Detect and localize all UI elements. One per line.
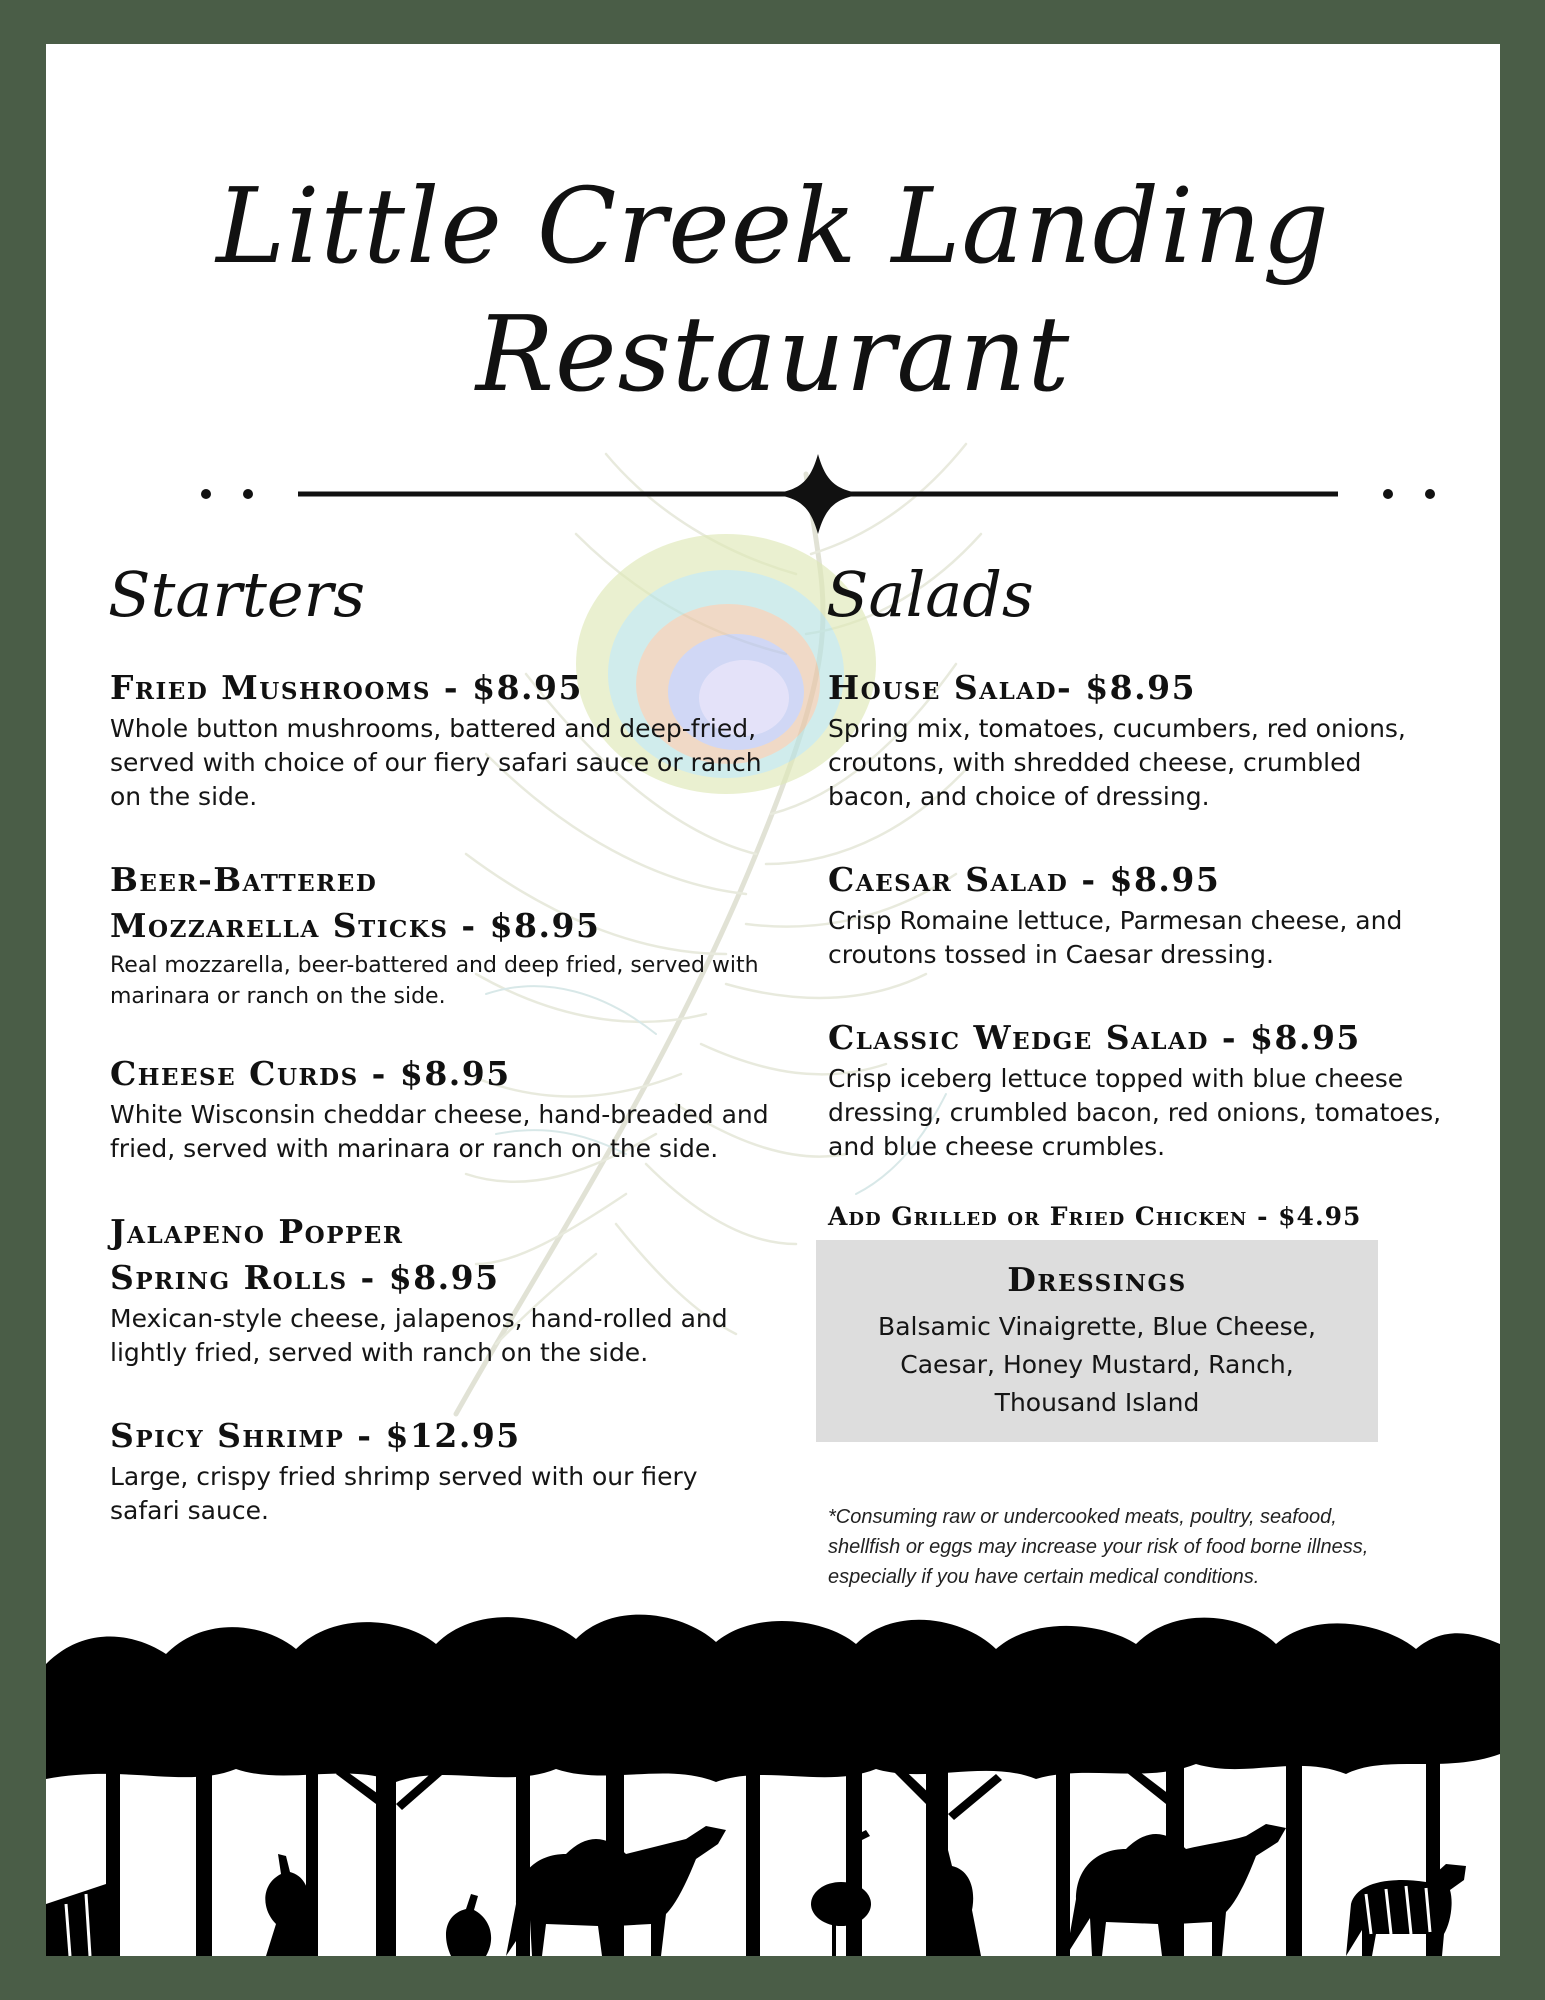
list-item xyxy=(110,1210,770,1370)
list-item xyxy=(828,1016,1448,1164)
item-name-line1: Jalapeno Popper xyxy=(110,1212,404,1251)
item-name: Classic Wedge Salad - $8.95 xyxy=(828,1018,1361,1057)
item-name-line2: Mozzarella Sticks - $8.95 xyxy=(110,906,601,945)
item-name-line1: Beer-Battered xyxy=(110,860,378,899)
item-description: Large, crispy fried shrimp served with our fiery safari sauce. xyxy=(110,1462,698,1525)
list-item xyxy=(828,666,1448,814)
list-item xyxy=(110,858,770,1012)
starters-list xyxy=(110,666,770,1572)
starters-heading: Starters xyxy=(108,558,366,631)
item-description: Spring mix, tomatoes, cucumbers, red onions, croutons, with shredded cheese, crumbled bacon, and choice of dressing. xyxy=(828,714,1406,811)
item-name: Spicy Shrimp - $12.95 xyxy=(110,1416,521,1455)
list-item xyxy=(110,666,770,814)
salads-list xyxy=(828,666,1448,1268)
item-description: Whole button mushrooms, battered and deep-fried, served with choice of our fiery safari sauce or ranch on the side. xyxy=(110,714,762,811)
list-item xyxy=(110,1052,770,1166)
dressings-box xyxy=(816,1240,1378,1442)
item-description: Real mozzarella, beer-battered and deep fried, served with marinara or ranch on the side. xyxy=(110,953,759,1009)
item-name: House Salad- $8.95 xyxy=(828,668,1197,707)
list-item xyxy=(110,1414,770,1528)
dressings-heading: Dressings xyxy=(1007,1260,1187,1299)
list-item xyxy=(828,858,1448,972)
dressings-list: Balsamic Vinaigrette, Blue Cheese, Caesar, Honey Mustard, Ranch, Thousand Island xyxy=(878,1312,1316,1417)
item-name: Cheese Curds - $8.95 xyxy=(110,1054,511,1093)
restaurant-title-line2: Restaurant xyxy=(475,293,1071,415)
item-description: Crisp iceberg lettuce topped with blue cheese dressing, crumbled bacon, red onions, tomatoes, and blue cheese crumbles. xyxy=(828,1064,1442,1161)
item-name: Caesar Salad - $8.95 xyxy=(828,860,1221,899)
safari-silhouette-icon xyxy=(46,1604,1500,1956)
item-name: Fried Mushrooms - $8.95 xyxy=(110,668,583,707)
restaurant-title-line1: Little Creek Landing xyxy=(216,165,1330,287)
addon-chicken: Add Grilled or Fried Chicken - $4.95 xyxy=(828,1202,1362,1231)
item-description: Mexican-style cheese, jalapenos, hand-rolled and lightly fried, served with ranch on the side. xyxy=(110,1304,728,1367)
item-description: Crisp Romaine lettuce, Parmesan cheese, and croutons tossed in Caesar dressing. xyxy=(828,906,1403,969)
ornamental-divider-icon xyxy=(146,454,1446,534)
item-name-line2: Spring Rolls - $8.95 xyxy=(110,1258,500,1297)
menu-page xyxy=(46,44,1500,1956)
item-description: White Wisconsin cheddar cheese, hand-breaded and fried, served with marinara or ranch on the side. xyxy=(110,1100,769,1163)
food-safety-disclaimer: *Consuming raw or undercooked meats, poultry, seafood, shellfish or eggs may increase your risk of food borne illness, especially if you have certain medical conditions. xyxy=(828,1506,1369,1588)
salads-heading: Salads xyxy=(826,558,1034,631)
